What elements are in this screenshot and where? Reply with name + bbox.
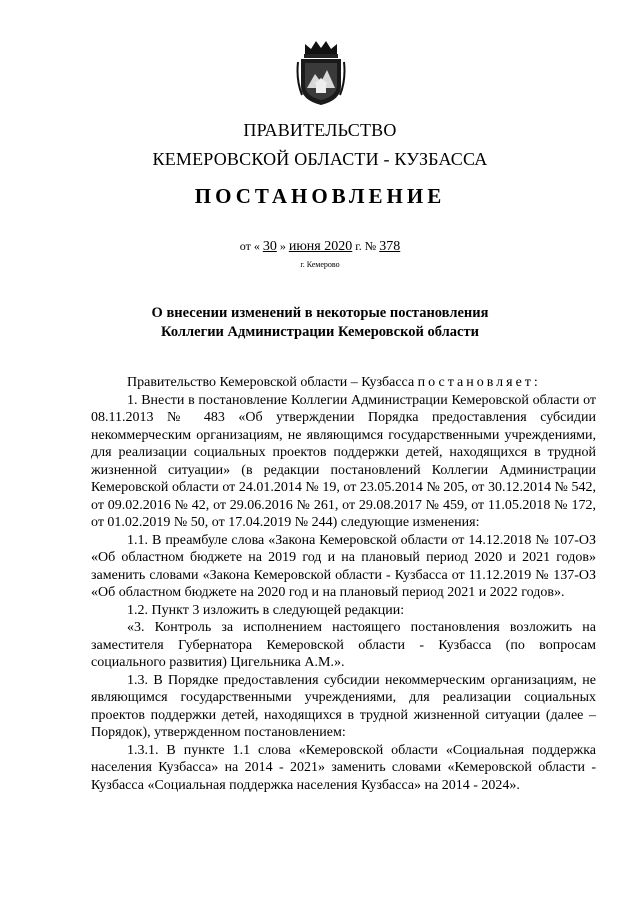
paragraph-quote-3: «3. Контроль за исполнением настоящего постановления возложить на заместителя Губернатора Кемеровской области - Кузбасса (по вопросам социального развития) Цигельника А.М.». — [91, 620, 596, 670]
number-sign: № — [364, 239, 377, 253]
government-title-line1: ПРАВИТЕЛЬСТВО — [243, 120, 397, 140]
paragraph-1-2: 1.2. Пункт 3 изложить в следующей редакции: — [127, 602, 405, 618]
document-type-heading: ПОСТАНОВЛЕНИЕ — [194, 184, 446, 208]
date-day: 30 — [262, 239, 277, 254]
intro-text: Правительство Кемеровской области – Кузбасса — [127, 375, 415, 390]
date-separator: » — [279, 239, 286, 253]
date-number-line — [0, 239, 640, 255]
paragraph-1-1: 1.1. В преамбуле слова «Закона Кемеровской области от 14.12.2018 № 107-ОЗ «Об областном бюджете на 2019 год и на плановый период 2020 и 2021 годов» заменить словами «Закона Кемеровской области - Кузбасса от 11.12.2019 № 137-ОЗ «Об областном бюджете на 2020 год и на плановый период 2021 и 2022 годов». — [91, 532, 596, 600]
date-prefix: от « — [239, 239, 260, 253]
subject-line1: О внесении изменений в некоторые постановления — [151, 305, 489, 321]
city-label: г. Кемерово — [300, 260, 340, 269]
coat-of-arms-emblem — [296, 40, 346, 106]
government-title-line2: КЕМЕРОВСКОЙ ОБЛАСТИ - КУЗБАССА — [152, 149, 488, 169]
paragraph-1-3-1: 1.3.1. В пункте 1.1 слова «Кемеровской области «Социальная поддержка населения Кузбасса» на 2014 - 2021» заменить словами «Кемеровской области - Кузбасса «Социальная поддержка населения Кузбасса» на 2014 - 2024». — [91, 742, 596, 793]
date-month-year: июня 2020 — [288, 239, 353, 254]
date-year-suffix: г. — [355, 239, 362, 253]
intro-paragraph — [91, 374, 596, 392]
paragraph-1: 1. Внести в постановление Коллегии Администрации Кемеровской области от 08.11.2013 № 483 «Об утверждении Порядка предоставления субсидии некоммерческим организациям, не являющимся государственными учреждениями, для реализации социальных проектов поддержки детей, находящихся в трудной жизненной ситуации» (в редакции постановлений Коллегии Администрации Кемеровской области от 24.01.2014 № 19, от 23.05.2014 № 205, от 30.12.2014 № 542, от 09.02.2016 № 42, от 29.06.2016 № 261, от 29.08.2017 № 459, от 11.05.2018 № 172, от 01.02.2019 № 50, от 17.04.2019 № 244) следующие изменения: — [91, 392, 596, 530]
decree-number: 378 — [379, 239, 401, 254]
decree-body — [91, 374, 596, 794]
paragraph-1-3: 1.3. В Порядке предоставления субсидии некоммерческим организациям, не являющимся государственными учреждениями, для реализации социальных проектов поддержки детей, находящихся в трудной жизненной ситуации (далее – Порядок), утвержденном постановлением: — [91, 672, 596, 740]
intro-decrees-word: постановляет: — [417, 375, 541, 390]
subject-line2: Коллегии Администрации Кемеровской области — [161, 324, 479, 340]
